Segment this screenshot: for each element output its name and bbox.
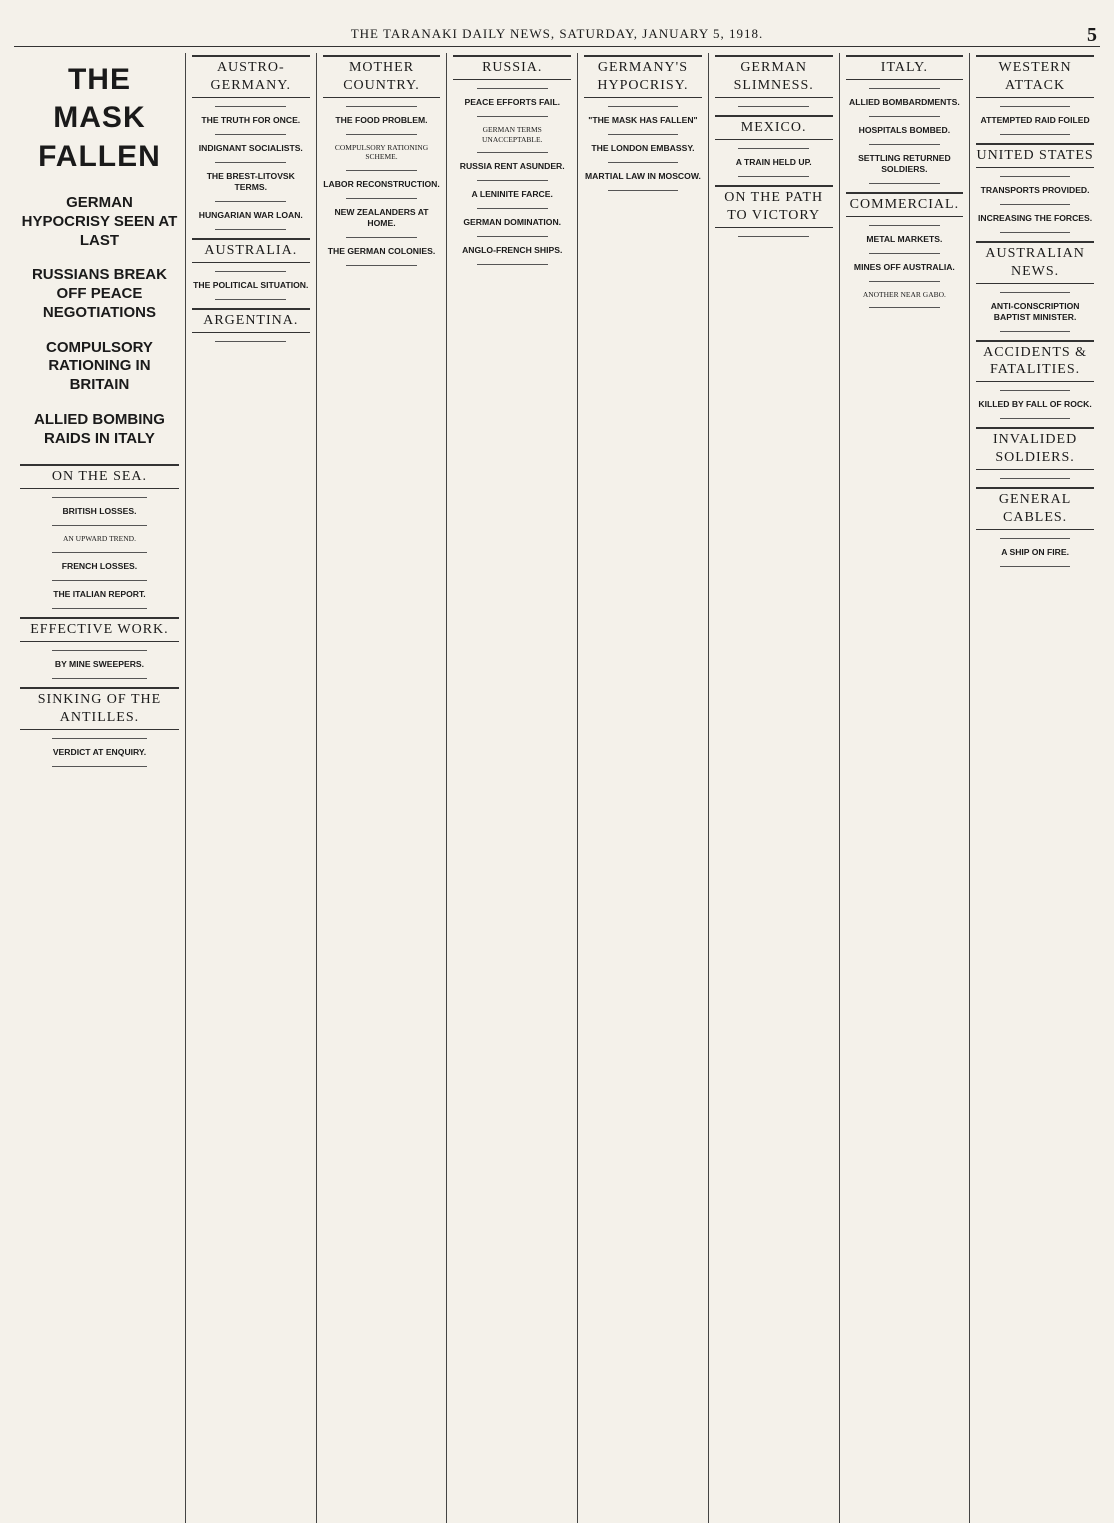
divider — [52, 766, 147, 767]
divider — [52, 608, 147, 609]
sub-heading: ANGLO-FRENCH SHIPS. — [462, 245, 563, 256]
divider — [346, 265, 417, 266]
section-heading: COMMERCIAL. — [846, 192, 964, 217]
sub-heading: A SHIP ON FIRE. — [1001, 546, 1069, 557]
section-heading: ON THE PATH TO VICTORY — [715, 185, 833, 228]
divider — [869, 144, 940, 145]
divider — [869, 183, 940, 184]
divider — [869, 225, 940, 226]
divider — [215, 229, 286, 230]
divider — [738, 148, 809, 149]
divider — [738, 236, 809, 237]
divider — [477, 152, 548, 153]
front-headline: GERMAN HYPOCRISY SEEN AT LAST — [21, 194, 178, 249]
section-heading: GERMAN SLIMNESS. — [715, 55, 833, 98]
column-3 — [317, 53, 448, 1523]
section-heading: AUSTRO-GERMANY. — [192, 55, 310, 98]
columns — [14, 53, 1100, 1523]
sub-heading: THE TRUTH FOR ONCE. — [201, 114, 301, 125]
sub-heading: PEACE EFFORTS FAIL. — [464, 96, 560, 107]
minor-heading: ANOTHER NEAR GABO. — [862, 289, 946, 299]
sub-heading: SETTLING RETURNED SOLDIERS. — [858, 152, 951, 174]
divider — [52, 738, 147, 739]
section-heading: AUSTRALIA. — [192, 238, 310, 263]
sub-heading: HOSPITALS BOMBED. — [858, 124, 951, 135]
sub-heading: BY MINE SWEEPERS. — [54, 658, 145, 669]
divider — [477, 180, 548, 181]
divider — [608, 190, 679, 191]
divider — [52, 525, 147, 526]
sub-heading: FRENCH LOSSES. — [61, 560, 138, 571]
divider — [215, 106, 286, 107]
sub-heading: ANTI-CONSCRIPTION BAPTIST MINISTER. — [990, 300, 1080, 322]
divider — [215, 299, 286, 300]
divider — [52, 497, 147, 498]
divider — [608, 106, 679, 107]
column-7 — [840, 53, 971, 1523]
sub-heading: HUNGARIAN WAR LOAN. — [198, 209, 303, 220]
divider — [1000, 418, 1071, 419]
divider — [215, 134, 286, 135]
divider — [869, 88, 940, 89]
section-heading: ARGENTINA. — [192, 308, 310, 333]
divider — [738, 106, 809, 107]
divider — [608, 162, 679, 163]
divider — [869, 307, 940, 308]
sub-heading: BRITISH LOSSES. — [62, 506, 137, 517]
divider — [1000, 538, 1071, 539]
sub-heading: A LENINITE FARCE. — [471, 189, 553, 200]
minor-heading: COMPULSORY RATIONING SCHEME. — [334, 142, 429, 162]
section-heading: ON THE SEA. — [20, 464, 179, 489]
section-heading: EFFECTIVE WORK. — [20, 617, 179, 642]
sub-heading: THE GERMAN COLONIES. — [327, 246, 436, 256]
divider — [346, 106, 417, 107]
column-5 — [578, 53, 709, 1523]
sub-heading: ATTEMPTED RAID FOILED — [980, 114, 1090, 125]
divider — [477, 236, 548, 237]
sub-heading: THE FOOD PROBLEM. — [335, 114, 428, 125]
divider — [1000, 478, 1071, 479]
section-heading: ITALY. — [846, 55, 964, 80]
sub-heading: INCREASING THE FORCES. — [978, 212, 1093, 223]
divider — [52, 650, 147, 651]
divider — [477, 88, 548, 89]
section-heading: ACCIDENTS & FATALITIES. — [976, 340, 1094, 383]
divider — [215, 201, 286, 202]
divider — [1000, 204, 1071, 205]
section-heading: WESTERN ATTACK — [976, 55, 1094, 98]
sub-heading: KILLED BY FALL OF ROCK. — [978, 399, 1092, 410]
divider — [52, 678, 147, 679]
divider — [215, 341, 286, 342]
divider — [477, 264, 548, 265]
sub-heading: THE POLITICAL SITUATION. — [193, 279, 309, 290]
section-heading: MEXICO. — [715, 115, 833, 140]
divider — [52, 580, 147, 581]
divider — [346, 134, 417, 135]
sub-heading: ALLIED BOMBARDMENTS. — [848, 96, 960, 107]
sub-heading: MINES OFF AUSTRALIA. — [853, 261, 955, 272]
minor-heading: GERMAN TERMS UNACCEPTABLE. — [481, 124, 543, 144]
divider — [346, 237, 417, 238]
divider — [869, 281, 940, 282]
section-heading: MOTHER COUNTRY. — [323, 55, 441, 98]
sub-heading: "THE MASK HAS FALLEN" — [588, 114, 698, 125]
divider — [346, 170, 417, 171]
divider — [1000, 331, 1071, 332]
section-heading: RUSSIA. — [453, 55, 571, 80]
divider — [1000, 176, 1071, 177]
sub-heading: METAL MARKETS. — [866, 233, 943, 244]
front-headline: RUSSIANS BREAK OFF PEACE NEGOTIATIONS — [31, 266, 167, 321]
column-4 — [447, 53, 578, 1523]
divider — [1000, 106, 1071, 107]
divider — [477, 116, 548, 117]
divider — [869, 116, 940, 117]
section-heading: SINKING OF THE ANTILLES. — [20, 687, 179, 730]
sub-heading: GERMAN DOMINATION. — [463, 217, 562, 228]
main-headline: THE MASK FALLEN — [38, 63, 161, 173]
divider — [1000, 292, 1071, 293]
sub-heading: RUSSIA RENT ASUNDER. — [459, 161, 565, 172]
divider — [1000, 232, 1071, 233]
section-heading: GENERAL CABLES. — [976, 487, 1094, 530]
section-heading: AUSTRALIAN NEWS. — [976, 241, 1094, 284]
sub-heading: MARTIAL LAW IN MOSCOW. — [585, 170, 701, 181]
section-heading: INVALIDED SOLDIERS. — [976, 427, 1094, 470]
divider — [215, 162, 286, 163]
page-number: 5 — [1087, 24, 1098, 46]
divider — [869, 253, 940, 254]
divider — [738, 176, 809, 177]
divider — [215, 271, 286, 272]
minor-heading: AN UPWARD TREND. — [62, 534, 136, 544]
sub-heading: NEW ZEALANDERS AT HOME. — [334, 207, 429, 228]
column-1 — [14, 53, 186, 1523]
front-headline: ALLIED BOMBING RAIDS IN ITALY — [34, 410, 165, 447]
divider — [52, 552, 147, 553]
divider — [1000, 566, 1071, 567]
column-2 — [186, 53, 317, 1523]
front-headline: COMPULSORY RATIONING IN BRITAIN — [45, 338, 153, 394]
masthead — [14, 26, 1100, 47]
sub-heading: INDIGNANT SOCIALISTS. — [198, 142, 303, 153]
sub-heading: VERDICT AT ENQUIRY. — [52, 746, 147, 757]
divider — [477, 208, 548, 209]
divider — [1000, 134, 1071, 135]
sub-heading: THE ITALIAN REPORT. — [53, 588, 146, 599]
sub-heading: A TRAIN HELD UP. — [735, 156, 812, 167]
sub-heading: LABOR RECONSTRUCTION. — [323, 179, 440, 189]
divider — [1000, 390, 1071, 391]
sub-heading: THE BREST-LITOVSK TERMS. — [206, 170, 295, 192]
section-heading: UNITED STATES — [976, 143, 1094, 168]
sub-heading: TRANSPORTS PROVIDED. — [980, 184, 1090, 195]
column-8 — [970, 53, 1100, 1523]
divider — [346, 198, 417, 199]
sub-heading: THE LONDON EMBASSY. — [591, 142, 695, 153]
masthead-title: THE TARANAKI DAILY NEWS, SATURDAY, JANUARY 5, 1918. — [350, 26, 764, 41]
column-6 — [709, 53, 840, 1523]
divider — [608, 134, 679, 135]
section-heading: GERMANY'S HYPOCRISY. — [584, 55, 702, 98]
